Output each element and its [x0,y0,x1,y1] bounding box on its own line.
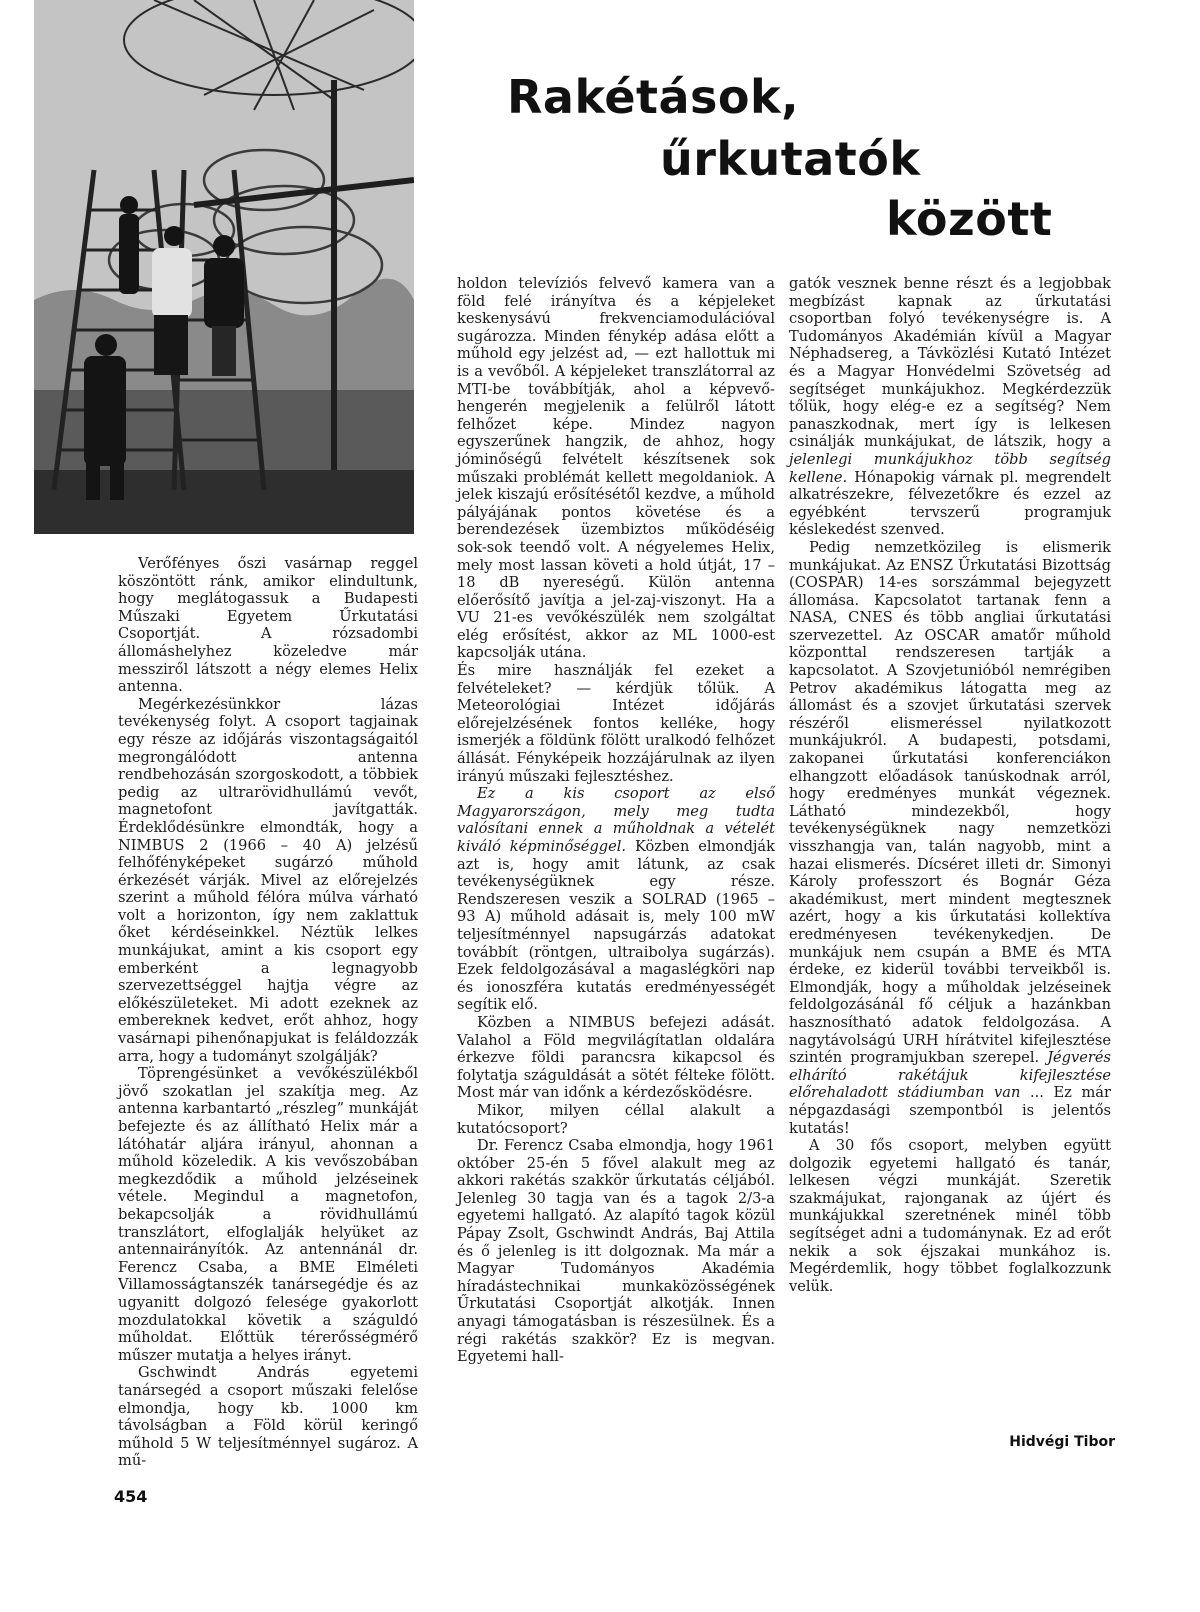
paragraph [789,275,1111,539]
paragraph [789,539,1111,1137]
page-number: 454 [114,1487,148,1506]
paragraph: Verőfényes őszi vasárnap reggel köszöntött ránk, amikor elindultunk, hogy meglátogassuk a Budapesti Műszaki Egyetem Űrkutatási Csoportját. A rózsadombi állomáshelyhez közeledve már messziről látszott a négy elemes Helix antenna. [118,555,418,696]
paragraph: Mikor, milyen céllal alakult a kutatócsoport? [457,1101,775,1137]
italic-text: Ez a kis csoport az első Magyarországon, mely meg tudta valósítani ennek a műholdnak a vételét kiváló képminőséggel. [457,785,775,855]
paragraph: Töprengésünket a vevőkészülékből jövő szokatlan jel szakítja meg. Az antenna karbantartó „részleg” munkáját befejezte és az állítható Helix már a látóhatár aljára irányul, ahonnan a műhold közeledik. A kis vevőszobában megkezdődik a műhold jelzéseinek vétele. Megindul a magnetofon, bekapcsolják a rövidhullámú transzlátort, elfoglalják helyüket az antennairányítók. Az antennánál dr. Ferencz Csaba, a BME Elméleti Villamosságtanszék tanársegédje és az ugyanitt dolgozó felesége gyakorlott mozdulatokkal követik a száguldó műholdat. Előttük térerősségmérő műszer mutatja a helyes irányt. [118,1065,418,1364]
article-column-2 [457,275,775,1366]
paragraph: holdon televíziós felvevő kamera van a föld felé irányítva és a képjeleket keskenysávú frekvenciamodulációval sugározza. Minden fénykép adása előtt a műhold egy jelzést ad, — ezt hallottuk mi is a vevőből. A képjeleket transzlátorral az MTI-be továbbítják, ahol a képvevő-hengerén megjelenik a felülről látott felhőzet képe. Mindez nagyon egyszerűnek hangzik, de ahhoz, hogy jóminőségű felvételt készítsenek sok műszaki problémát kellett megoldaniok. A jelek kiszajú erősítésétől kezdve, a műhold pályájának pontos követése és a berendezések üzembiztos működéséig sok-sok teendő volt. A négyelemes Helix, mely most lassan követi a hold útját, 17 – 18 dB nyereségű. Külön antenna előerősítő javítja a jel-zaj-viszonyt. Ha a VU 21-es vevőkészülék nem szolgáltat elég erősítést, akkor az ML 1000-est kapcsolják utána. [457,275,775,662]
article-column-3 [789,275,1111,1295]
paragraph: Dr. Ferencz Csaba elmondja, hogy 1961 október 25-én 5 fővel alakult meg az akkori rakétás szakkör űrkutatás céljából. Jelenleg 30 tagja van és a tagok 2/3-a egyetemi hallgató. Az alapító tagok közül Pápay Zsolt, Gschwindt András, Baj Attila és ő jelenleg is itt dolgoznak. Ma már a Magyar Tudományos Akadémia híradástechnikai munkaközösségének Űrkutatási Csoportját alkotják. Innen anyagi támogatásban is részesülnek. És a régi rakétás szakkör? Ez is megvan. Egyetemi hall- [457,1137,775,1366]
paragraph-text: Hónapokig várnak pl. megrendelt alkatrészekre, félvezetőkre és ezzel az egyébként tervszerű programjuk késlekedést szenved. [789,468,1111,539]
paragraph: Közben a NIMBUS befejezi adását. Valahol a Föld megvilágítatlan oldalára érkezve földi parancsra kikapcsol és folytatja száguldását a sötét félteke fölött. Most már van időnk a kérdezősködésre. [457,1013,775,1102]
italic-text: jelenlegi munkájukhoz több segítség kellene. [789,450,1111,486]
headline-line-2: űrkutatók [660,132,921,186]
paragraph: A 30 fős csoport, melyben együtt dolgozik egyetemi hallgató és tanár, lelkesen végzi munkáját. Szeretik szakmájukat, rajonganak az újért és munkájukkal szeretnének minél több segítséget adni a tudománynak. Ez ad erőt nekik a sok éjszakai munkához is. Megérdemlik, hogy többet foglalkozzunk velük. [789,1137,1111,1295]
paragraph: Megérkezésünkkor lázas tevékenység folyt. A csoport tagjainak egy része az időjárás viszontagságaitól megrongálódott antenna rendbehozásán szorgoskodott, a többiek pedig az ultrarövidhullámú vevőt, magnetofont javítgatták. Érdeklődésünkre elmondták, hogy a NIMBUS 2 (1966 – 40 A) jelzésű felhőfényképeket sugárzó műhold érkezését várják. Mivel az előrejelzés szerint a műhold félóra múlva várható volt a horizonton, így nem zaklattuk őket kérdéseinkkel. Néztük lelkes munkájukat, amint a kis csoport egy emberként a legnagyobb szervezettséggel hajtja végre az előkészületeket. Mi adott ezeknek az embereknek kedvet, erőt ahhoz, hogy vasárnapi pihenőnapjukat is feláldozzák arra, hogy a tudományt szolgálják? [118,695,418,1065]
headline-line-1: Rakétások, [507,70,800,124]
paragraph-text: ... Ez már népgazdasági szempontból is jelentős kutatás! [789,1084,1111,1137]
paragraph-text: Pedig nemzetközileg is elismerik munkájukat. Az ENSZ Űrkutatási Bizottság (COSPAR) 14-es sorszámmal bejegyzett állomása. Kapcsolatot tartanak fenn a NASA, CNES és több angliai űrkutatási szervezettel. Az OSCAR amatőr műhold központtal rendszeresen tartják a kapcsolatot. A Szovjetunióból nemrégiben Petrov akadémikus látogatta meg az állomást és a szovjet űrkutatási szervek részéről elismeréssel nyilatkozott munkájukról. A budapesti, potsdami, zakopanei űrkutatási konferenciákon elhangzott előadások tanúskodnak arról, hogy eredményes munkát végeznek. Látható mindezekből, hogy tevékenységüknek nagy nemzetközi visszhangja van, talán nagyobb, mint a hazai elismerés. Dícséret illeti dr. Simonyi Károly professzort és Bognár Géza akadémikust, mert mindent megtesznek azért, hogy a kis űrkutatási kollektíva eredményesen tevékenykedjen. De munkájuk nem csupán a BME és MTA érdeke, ez kiderül további terveikből is. Elmondják, hogy a műholdak jelzéseinek feldolgozásánál fő céljuk a hazánkban hasznosítható adatok feldolgozása. A nagytávolságú URH hírátvitel kifejlesztése szintén programjukban szerepel. [789,538,1111,1067]
italic-text: Jégverés elhárító rakétájuk kifejlesztése előrehaladott stádiumban van [789,1049,1111,1102]
paragraph: És mire használják fel ezeket a felvételeket? — kérdjük tőlük. A Meteorológiai Intézet időjárás előrejelzésének fontos kelléke, hogy ismerjék a földünk fölött uralkodó felhőzet állását. Fényképeik hozzájárulnak az ilyen irányú műszaki fejlesztéshez. [457,662,775,785]
author-byline: Hidvégi Tibor [1009,1434,1115,1450]
paragraph-text: Közben elmondják azt is, hogy amit látunk, az csak tevékenységüknek egy része. Rendszeresen veszik a SOLRAD (1965 – 93 A) műhold adásait is, mely 100 mW teljesítménnyel napsugárzás adatokat továbbít (röntgen, ultraibolya sugárzás). Ezek feldolgozásával a magaslégköri nap és ionoszféra kutatás eredményességét segítik elő. [457,838,775,1014]
article-column-1 [118,555,418,1470]
headline-line-3: között [886,192,1053,246]
paragraph: Gschwindt András egyetemi tanársegéd a csoport műszaki felelőse elmondja, hogy kb. 1000 km távolságban a Föld körül keringő műhold 5 W teljesítménnyel sugároz. A mű- [118,1364,418,1470]
paragraph-text: gatók vesznek benne részt és a legjobbak megbízást kapnak az űrkutatási csoportban folyó tevékenységre is. A Tudományos Akadémián kívül a Magyar Néphadsereg, a Távközlési Kutató Intézet és a Magyar Honvédelmi Szövetség ad segítséget munkájukhoz. Megkérdezzük tőlük, hogy elég-e ez a segítség? Nem panaszkodnak, mert így is lelkesen csinálják munkájukat, de látszik, hogy a [789,275,1111,451]
photo-drawing [34,0,414,534]
paragraph [457,785,775,1014]
helix-antenna-photo [34,0,414,534]
